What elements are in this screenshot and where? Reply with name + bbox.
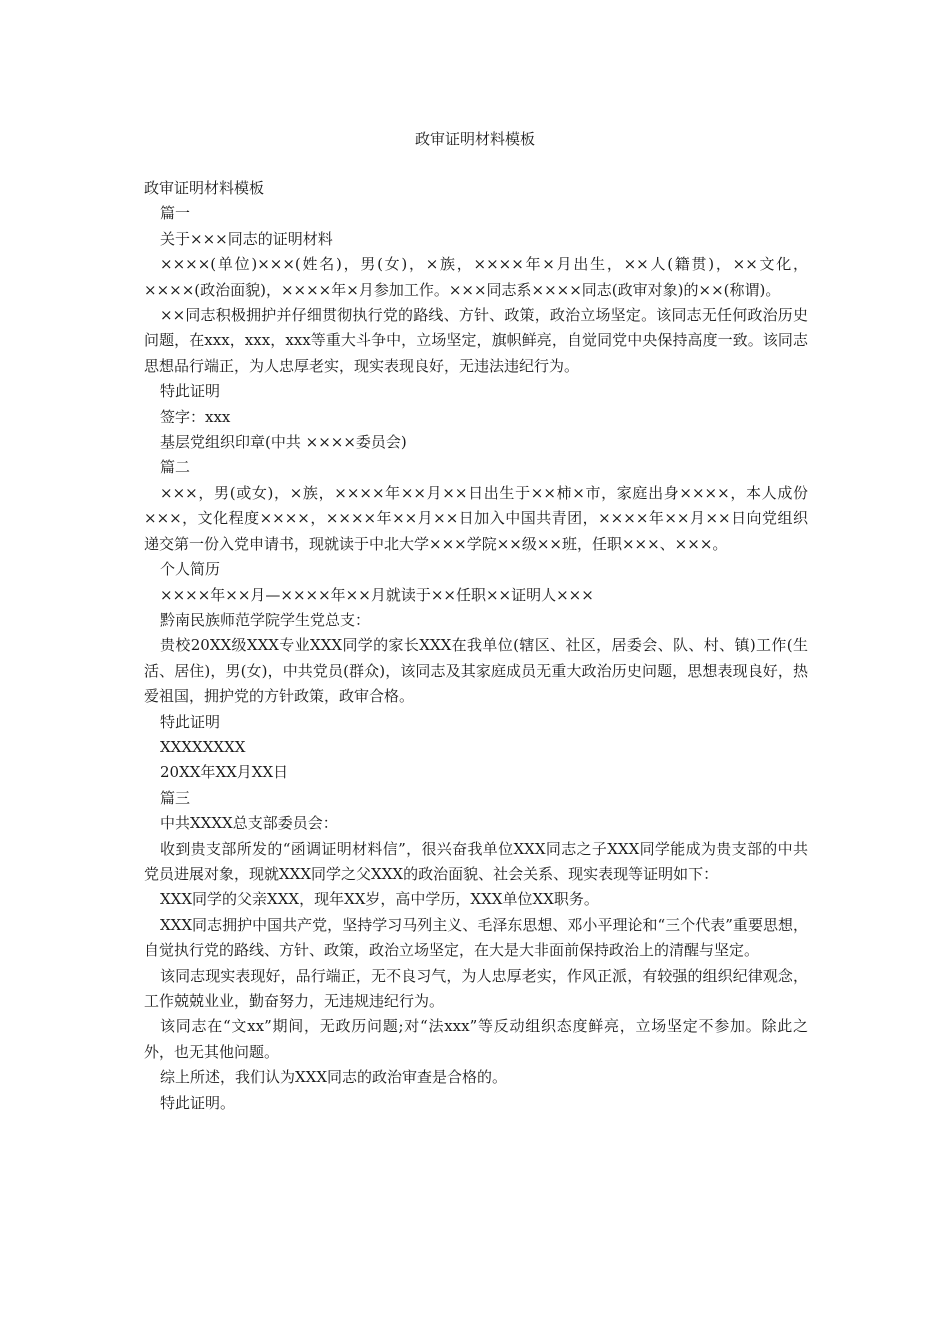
paragraph: 特此证明 xyxy=(160,382,221,401)
paragraph: 20XX年XX月XX日 xyxy=(160,763,289,782)
paragraph: 黔南民族师范学院学生党总支： xyxy=(160,610,371,629)
paragraph: 签字：xxx xyxy=(160,407,231,426)
paragraph: 中共XXXX总支部委员会： xyxy=(160,814,338,833)
paragraph: 个人简历 xyxy=(160,560,221,579)
paragraph: 基层党组织印章(中共 ××××委员会) xyxy=(160,433,407,452)
paragraph: 该同志现实表现好，品行端正，无不良习气，为人忠厚老实，作风正派，有较强的组织纪律观念，工作兢兢业业，勤奋努力，无违规违纪行为。 xyxy=(144,966,808,1010)
paragraph: 政审证明材料模板 xyxy=(144,179,265,197)
paragraph: ××××(单位)×××(姓名)，男(女)，×族，××××年×月出生，××人(籍贯)，××文化，××××(政治面貌)，××××年×月参加工作。×××同志系××××同志(政审对象)的××(称谓)。 xyxy=(144,255,808,299)
paragraph: 特此证明 xyxy=(160,712,221,731)
paragraph: ××××年××月—××××年××月就读于××任职××证明人××× xyxy=(160,585,594,604)
paragraph: XXXXXXXX xyxy=(160,737,246,756)
paragraph: XXX同学的父亲XXX，现年XX岁，高中学历，XXX单位XX职务。 xyxy=(160,890,599,909)
paragraph: 关于×××同志的证明材料 xyxy=(160,229,333,248)
paragraph: XXX同志拥护中国共产党，坚持学习马列主义、毛泽东思想、邓小平理论和“三个代表”重要思想，自觉执行党的路线、方针、政策，政治立场坚定，在大是大非面前保持政治上的清醒与坚定。 xyxy=(144,915,808,960)
document-title: 政审证明材料模板 xyxy=(414,130,535,148)
paragraph: ×××，男(或女)，×族，××××年××月××日出生于××柿×市，家庭出身××××，本人成份×××，文化程度××××，××××年××月××日加入中国共青团，××××年××月××日向党组织递交第一份入党申请书，现就读于中北大学×××学院××级××班，任职×××、×××。 xyxy=(144,483,808,553)
paragraph: 该同志在“文xx”期间，无政历问题;对“法xxx”等反动组织态度鲜亮，立场坚定不参加。除此之外，也无其他问题。 xyxy=(144,1017,808,1061)
document-body xyxy=(144,176,808,1116)
paragraph: 特此证明。 xyxy=(160,1093,236,1112)
paragraph: 篇二 xyxy=(160,458,191,477)
paragraph: 篇一 xyxy=(160,204,191,223)
paragraph: 综上所述，我们认为XXX同志的政治审查是合格的。 xyxy=(160,1068,508,1087)
paragraph: 篇三 xyxy=(160,788,191,807)
paragraph: 收到贵支部所发的“函调证明材料信”，很兴奋我单位XXX同志之子XXX同学能成为贵支部的中共党员进展对象，现就XXX同学之父XXX的政治面貌、社会关系、现实表现等证明如下： xyxy=(144,839,808,883)
paragraph: ××同志积极拥护并仔细贯彻执行党的路线、方针、政策，政治立场坚定。该同志无任何政治历史问题，在xxx，xxx，xxx等重大斗争中，立场坚定，旗帜鲜亮，自觉同党中央保持高度一致。该同志思想品行端正，为人忠厚老实，现实表现良好，无违法违纪行为。 xyxy=(144,306,808,375)
paragraph: 贵校20XX级XXX专业XXX同学的家长XXX在我单位(辖区、社区，居委会、队、村、镇)工作(生活、居住)，男(女)，中共党员(群众)，该同志及其家庭成员无重大政治历史问题，思想表现良好，热爱祖国，拥护党的方针政策，政审合格。 xyxy=(144,636,808,706)
